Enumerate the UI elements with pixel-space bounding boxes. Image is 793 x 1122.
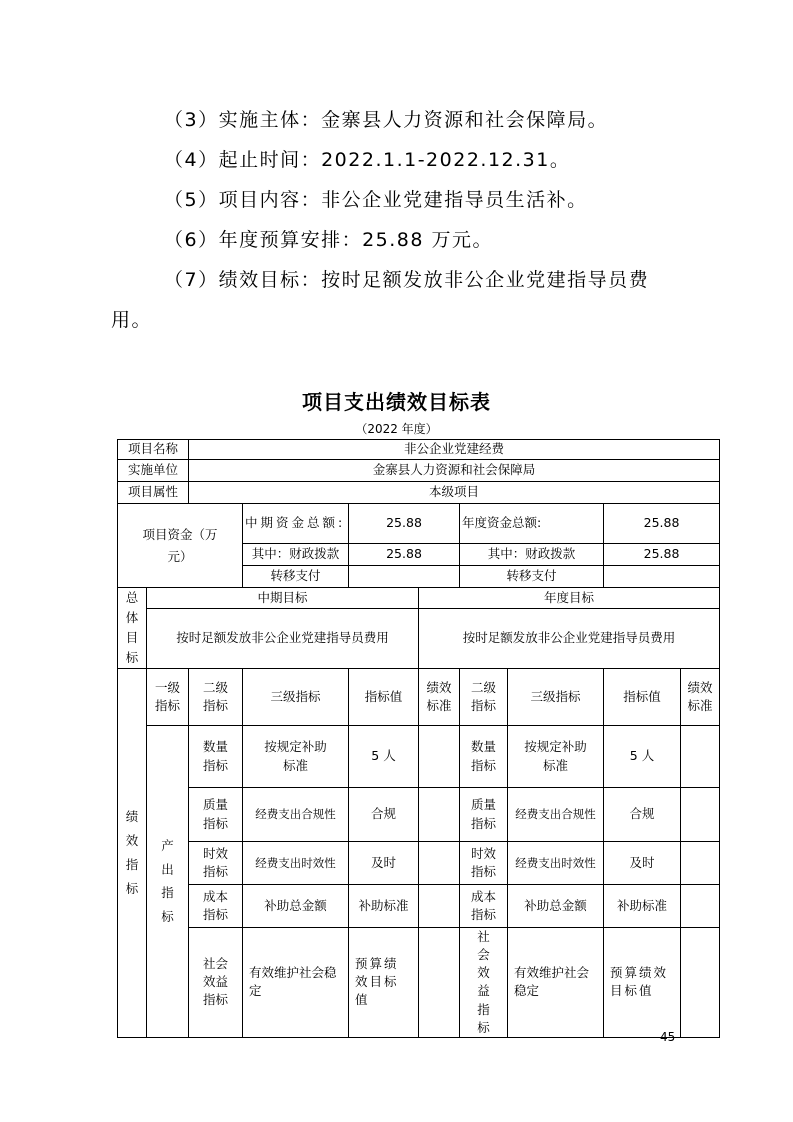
unit-value: 金寨县人力资源和社会保障局 [189, 460, 720, 482]
row-l3b: 补助总金额 [508, 885, 604, 928]
table-row [118, 842, 720, 885]
row-l2: 社会效益指标 [189, 928, 243, 1038]
row-standardb [681, 842, 720, 885]
row-l2b: 时效指标 [460, 842, 508, 885]
mid-total-label: 中期资金总额: [243, 504, 349, 544]
table-row [118, 588, 720, 609]
row-valueb: 及时 [604, 842, 681, 885]
header-l3b: 三级指标 [508, 669, 604, 726]
row-standard [419, 842, 460, 885]
table-year: （2022 年度） [355, 422, 438, 436]
attr-label: 项目属性 [118, 482, 189, 504]
row-valueb: 预算绩效目标值 [604, 928, 681, 1038]
row-standard [419, 788, 460, 842]
row-l2b: 数量指标 [460, 726, 508, 788]
attr-value: 本级项目 [189, 482, 720, 504]
project-name-label: 项目名称 [118, 440, 189, 460]
row-standard [419, 928, 460, 1038]
mid-total-value: 25.88 [349, 504, 460, 544]
year-total-value: 25.88 [604, 504, 720, 544]
header-standard: 绩效标准 [419, 669, 460, 726]
header-l1: 一级指标 [147, 669, 189, 726]
output-indicator-label: 产出指标 [147, 726, 189, 1038]
paragraph-budget: （6）年度预算安排：25.88 万元。 [164, 229, 494, 251]
table-row [118, 482, 720, 504]
unit-label: 实施单位 [118, 460, 189, 482]
row-value: 补助标准 [349, 885, 419, 928]
mid-transfer-value [349, 566, 460, 588]
year-goal-header: 年度目标 [419, 588, 720, 609]
header-value: 指标值 [349, 669, 419, 726]
row-l2: 时效指标 [189, 842, 243, 885]
funds-label: 项目资金（万元） [118, 504, 243, 588]
mid-goal-text: 按时足额发放非公企业党建指导员费用 [147, 608, 419, 668]
row-l3: 按规定补助标准 [243, 726, 349, 788]
table-row [118, 504, 720, 544]
row-valueb: 补助标准 [604, 885, 681, 928]
row-standardb [681, 726, 720, 788]
row-value: 预算绩效目标值 [349, 928, 419, 1038]
row-l2: 数量指标 [189, 726, 243, 788]
header-l2: 二级指标 [189, 669, 243, 726]
table-row [118, 440, 720, 460]
row-l3b: 有效维护社会稳定 [508, 928, 604, 1038]
row-l3b: 按规定补助标准 [508, 726, 604, 788]
row-value: 合规 [349, 788, 419, 842]
paragraph-period: （4）起止时间：2022.1.1-2022.12.31。 [164, 149, 571, 171]
page-number: 45 [660, 1030, 676, 1044]
mid-fiscal-value: 25.88 [349, 544, 460, 566]
row-standardb [681, 928, 720, 1038]
paragraph-implementer: （3）实施主体：金寨县人力资源和社会保障局。 [164, 109, 609, 131]
table-row [118, 726, 720, 788]
table-row [118, 885, 720, 928]
year-transfer-value [604, 566, 720, 588]
paragraph-goal-cont: 用。 [111, 309, 153, 331]
row-l2: 成本指标 [189, 885, 243, 928]
year-fiscal-label: 其中：财政拨款 [460, 544, 604, 566]
row-l2b: 成本指标 [460, 885, 508, 928]
mid-fiscal-label: 其中：财政拨款 [243, 544, 349, 566]
header-valueb: 指标值 [604, 669, 681, 726]
year-goal-text: 按时足额发放非公企业党建指导员费用 [419, 608, 720, 668]
mid-goal-header: 中期目标 [147, 588, 419, 609]
row-l3: 经费支出时效性 [243, 842, 349, 885]
mid-transfer-label: 转移支付 [243, 566, 349, 588]
row-l3: 有效维护社会稳定 [243, 928, 349, 1038]
paragraph-goal: （7）绩效目标：按时足额发放非公企业党建指导员费 [164, 269, 650, 291]
header-l3: 三级指标 [243, 669, 349, 726]
overall-goal-label: 总体目标 [118, 588, 147, 669]
row-l3: 经费支出合规性 [243, 788, 349, 842]
table-row [118, 608, 720, 668]
year-transfer-label: 转移支付 [460, 566, 604, 588]
table-row [118, 788, 720, 842]
row-l3b: 经费支出时效性 [508, 842, 604, 885]
row-valueb: 5 人 [604, 726, 681, 788]
row-value: 及时 [349, 842, 419, 885]
year-fiscal-value: 25.88 [604, 544, 720, 566]
header-standardb: 绩效标准 [681, 669, 720, 726]
row-value: 5 人 [349, 726, 419, 788]
row-standard [419, 885, 460, 928]
project-name-value: 非公企业党建经费 [189, 440, 720, 460]
table-title: 项目支出绩效目标表 [302, 390, 491, 414]
table-row [118, 928, 720, 1038]
row-l3: 补助总金额 [243, 885, 349, 928]
row-l2b: 社会效益指标 [460, 928, 508, 1038]
table-row [118, 669, 720, 726]
header-l2b: 二级指标 [460, 669, 508, 726]
paragraph-content: （5）项目内容：非公企业党建指导员生活补。 [164, 189, 588, 211]
perf-indicator-label: 绩效指标 [118, 669, 147, 1038]
row-l2: 质量指标 [189, 788, 243, 842]
performance-target-table [117, 439, 720, 1038]
row-standard [419, 726, 460, 788]
row-l2b: 质量指标 [460, 788, 508, 842]
row-standardb [681, 885, 720, 928]
row-l3b: 经费支出合规性 [508, 788, 604, 842]
row-standardb [681, 788, 720, 842]
row-valueb: 合规 [604, 788, 681, 842]
year-total-label: 年度资金总额: [460, 504, 604, 544]
table-row [118, 460, 720, 482]
